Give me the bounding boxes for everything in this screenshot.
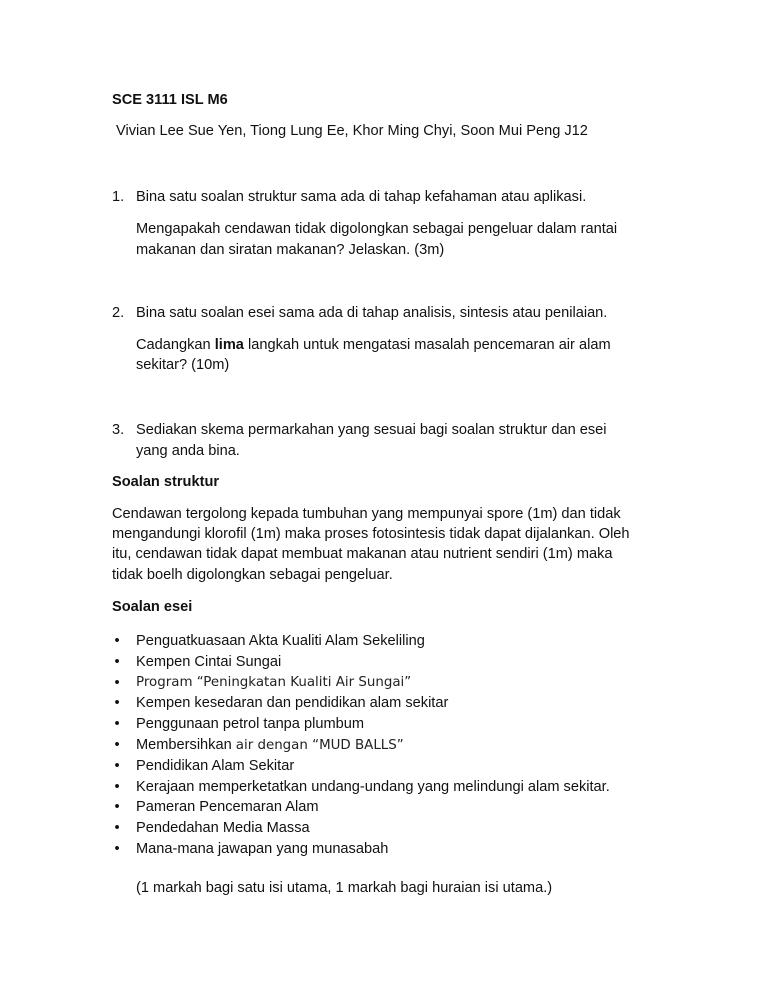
list-item-text: Kerajaan memperketatkan undang-undang yang melindungi alam sekitar. — [136, 778, 610, 795]
question-2-text-after: langkah untuk mengatasi masalah pencemaran air alam — [243, 337, 611, 353]
question-3-number: 3. — [112, 422, 125, 438]
list-item-text-part-2: air dengan “MUD BALLS” — [235, 737, 404, 753]
list-item-text-part-1: Membersihkan — [136, 736, 236, 753]
bullet-icon: • — [114, 653, 120, 670]
marking-note: (1 markah bagi satu isi utama, 1 markah bagi huraian isi utama.) — [136, 880, 553, 896]
bullet-icon: • — [114, 716, 120, 733]
course-code: SCE 3111 ISL M6 — [112, 92, 228, 108]
question-1-prompt: Bina satu soalan struktur sama ada di tahap kefahaman atau aplikasi. — [136, 189, 587, 205]
list-item-text: Program “Peningkatan Kualiti Air Sungai” — [136, 674, 412, 690]
list-item-text: Kempen Cintai Sungai — [136, 653, 282, 670]
bullet-icon: • — [114, 757, 120, 774]
bullet-icon: • — [114, 695, 120, 712]
question-2-emphasis: lima — [214, 337, 244, 353]
bullet-icon: • — [114, 633, 120, 649]
list-item-text: Penggunaan petrol tanpa plumbum — [136, 716, 364, 733]
essay-heading: Soalan esei — [112, 599, 193, 615]
list-item-text: Pameran Pencemaran Alam — [136, 799, 319, 816]
list-item-text: Pendidikan Alam Sekitar — [136, 757, 295, 774]
question-3-prompt-line-1: Sediakan skema permarkahan yang sesuai bagi soalan struktur dan esei — [136, 422, 607, 438]
structure-answer-line-3: itu, cendawan tidak dapat membuat makanan atau nutrient sendiri (1m) maka — [112, 546, 613, 562]
question-2-text-before: Cadangkan — [136, 337, 215, 353]
list-item-text: Penguatkuasaan Akta Kualiti Alam Sekeliling — [136, 633, 425, 649]
list-item-text: Kempen kesedaran dan pendidikan alam sekitar — [136, 695, 449, 712]
author-list: Vivian Lee Sue Yen, Tiong Lung Ee, Khor Ming Chyi, Soon Mui Peng J12 — [116, 123, 588, 139]
structure-answer-line-1: Cendawan tergolong kepada tumbuhan yang mempunyai spore (1m) dan tidak — [112, 506, 621, 522]
question-1-text-line-1: Mengapakah cendawan tidak digolongkan sebagai pengeluar dalam rantai — [136, 221, 618, 237]
list-item-text — [136, 735, 404, 757]
bullet-icon: • — [114, 840, 120, 857]
bullet-icon: • — [114, 820, 120, 837]
list-item-text: Pendedahan Media Massa — [136, 820, 310, 837]
question-3-prompt-line-2: yang anda bina. — [136, 443, 240, 459]
bullet-icon: • — [114, 736, 120, 753]
bullet-icon: • — [114, 674, 120, 691]
structure-answer-line-4: tidak boelh digolongkan sebagai pengeluar. — [112, 567, 393, 583]
question-2-number: 2. — [112, 305, 125, 321]
bullet-icon: • — [114, 799, 120, 816]
bullet-icon: • — [114, 778, 120, 795]
list-item-text: Mana-mana jawapan yang munasabah — [136, 840, 389, 857]
question-2-prompt: Bina satu soalan esei sama ada di tahap analisis, sintesis atau penilaian. — [136, 305, 608, 321]
question-2-text-line-1 — [136, 335, 611, 355]
structure-heading: Soalan struktur — [112, 474, 220, 490]
question-1-text-line-2: makanan dan siratan makanan? Jelaskan. (3m) — [136, 242, 445, 258]
question-2-text-line-2: sekitar? (10m) — [136, 357, 230, 373]
question-1-number: 1. — [112, 189, 125, 205]
structure-answer-line-2: mengandungi klorofil (1m) maka proses fotosintesis tidak dapat dijalankan. Oleh — [112, 526, 630, 542]
